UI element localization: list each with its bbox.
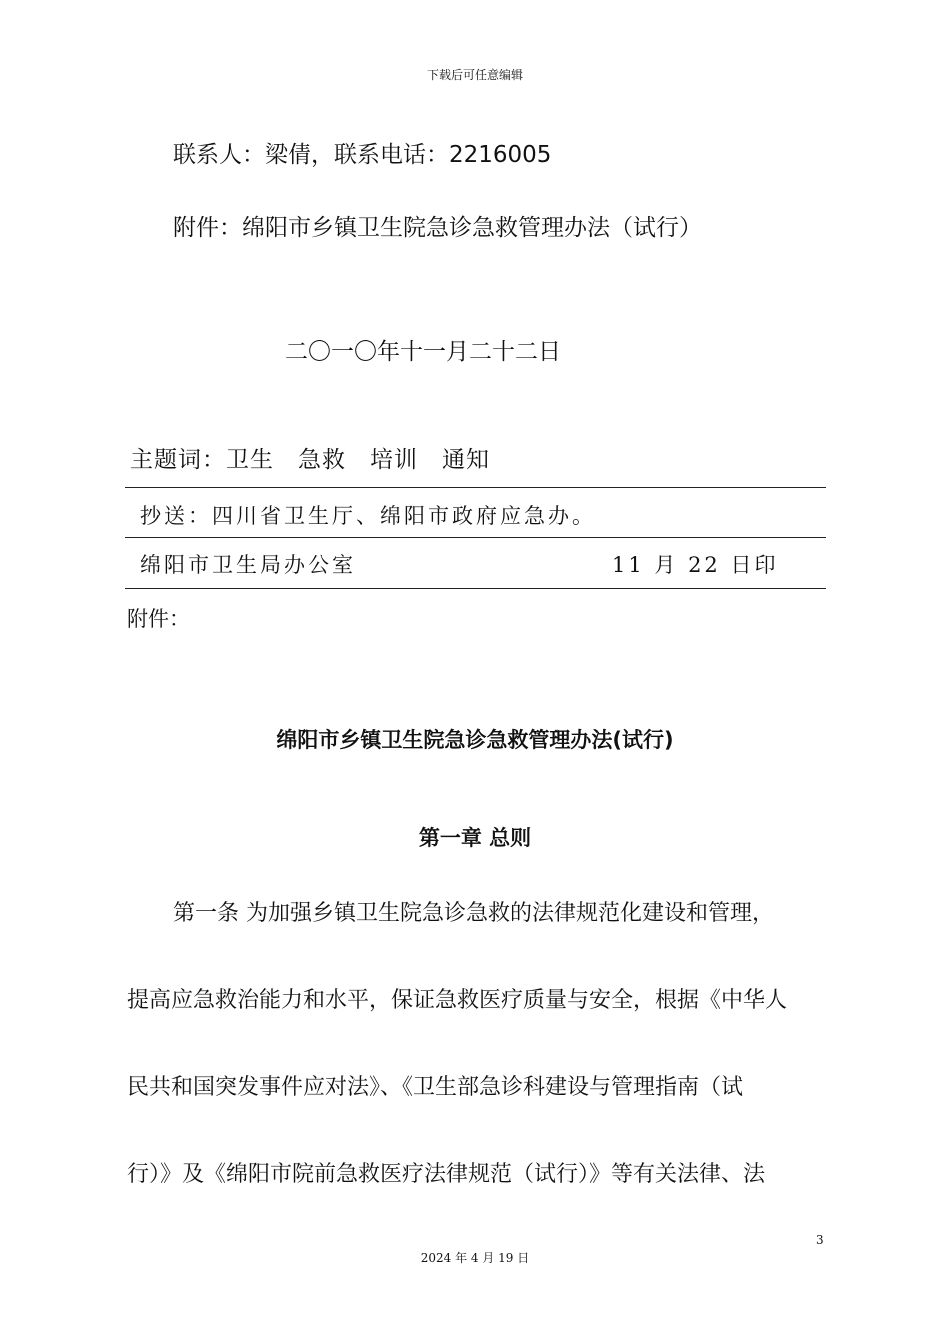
article-text-line: 第一条 为加强乡镇卫生院急诊急救的法律规范化建设和管理，	[173, 901, 774, 926]
page-number: 3	[816, 1233, 824, 1247]
divider-bottom	[125, 588, 826, 589]
page-header-note: 下载后可任意编辑	[426, 68, 523, 82]
article-text-line: 行）》及《绵阳市院前急救医疗法律规范（试行）》等有关法律、法	[127, 1162, 766, 1187]
keyword-item: 培训	[370, 447, 418, 473]
article-text-line: 民共和国突发事件应对法》、《卫生部急诊科建设与管理指南（试	[127, 1075, 744, 1100]
contact-line: 联系人：梁倩，联系电话：2216005	[173, 142, 552, 168]
divider-middle	[125, 537, 826, 538]
cc-line: 抄送：四川省卫生厅、绵阳市政府应急办。	[140, 504, 596, 528]
keywords-label: 主题词：	[130, 447, 226, 473]
keyword-item: 卫生	[226, 447, 274, 473]
issue-date: 二〇一〇年十一月二十二日	[285, 339, 561, 365]
document-title: 绵阳市乡镇卫生院急诊急救管理办法(试行)	[276, 728, 674, 752]
attachment-line: 附件：绵阳市乡镇卫生院急诊急救管理办法（试行）	[173, 215, 702, 241]
issuing-office: 绵阳市卫生局办公室	[140, 553, 356, 577]
keyword-item: 急救	[298, 447, 346, 473]
divider-top	[125, 487, 826, 488]
article-text-line: 提高应急救治能力和水平，保证急救医疗质量与安全，根据《中华人	[127, 988, 788, 1013]
keyword-item: 通知	[442, 447, 490, 473]
footer-date: 2024 年 4 月 19 日	[420, 1251, 530, 1265]
chapter-title: 第一章 总则	[418, 826, 532, 850]
print-date: 11 月 22 日印	[612, 553, 779, 577]
attachment-label: 附件：	[127, 607, 190, 631]
subject-keywords	[130, 441, 490, 474]
